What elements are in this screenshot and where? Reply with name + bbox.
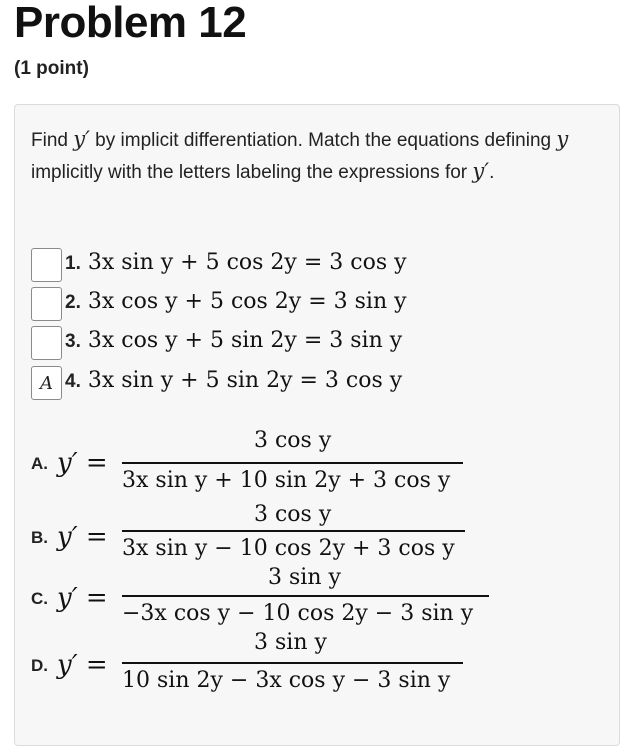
instr-part2: by implicit differentiation. Match the equations defining [95,130,552,151]
fraction-bar [122,530,465,532]
page-title: Problem 12 [14,0,247,47]
equation-number: 4. [65,371,81,392]
option-numerator: 3 sin y [268,565,341,590]
equation-1 [65,250,407,275]
answer-input-4[interactable]: A [31,366,62,400]
equation-expression: 3x cos y + 5 cos 2y = 3 sin y [87,289,407,314]
option-numerator: 3 cos y [254,428,332,453]
equation-number: 3. [65,331,81,352]
option-denominator: 10 sin 2y − 3x cos y − 3 sin y [122,668,451,693]
equation-2 [65,289,407,314]
instr-part4: . [489,162,495,183]
option-lhs: y′ = [57,583,108,613]
option-lhs: y′ = [57,650,108,680]
equation-expression: 3x sin y + 5 sin 2y = 3 cos y [87,368,403,393]
equation-3 [65,328,402,353]
answer-input-2[interactable] [31,287,62,321]
instr-y: y [556,127,569,151]
equation-expression: 3x cos y + 5 sin 2y = 3 sin y [87,328,403,353]
option-numerator: 3 sin y [254,630,327,655]
answer-input-1[interactable] [31,248,62,282]
option-lhs: y′ = [57,522,108,552]
equation-number: 1. [65,253,81,274]
option-numerator: 3 cos y [254,502,332,527]
option-letter: C. [31,589,48,608]
option-denominator: 3x sin y − 10 cos 2y + 3 cos y [122,536,455,561]
equation-number: 2. [65,292,81,313]
point-value: (1 point) [14,58,89,79]
instr-yprime: y′ [73,127,90,151]
equation-expression: 3x sin y + 5 cos 2y = 3 cos y [87,250,407,275]
equation-4 [65,368,402,393]
option-letter: B. [31,528,48,547]
instr-yprime2: y′ [472,159,490,183]
instructions-text [31,124,601,188]
answer-input-3[interactable] [31,326,62,360]
option-denominator: −3x cos y − 10 cos 2y − 3 sin y [122,601,474,626]
fraction-bar [122,662,463,664]
fraction-bar [122,462,463,464]
instr-part3: implicitly with the letters labeling the expressions for [31,162,468,183]
option-letter: D. [31,656,48,675]
option-denominator: 3x sin y + 10 sin 2y + 3 cos y [122,468,451,493]
option-letter: A. [31,454,48,473]
fraction-bar [122,595,489,597]
instr-part1: Find [31,130,68,151]
option-lhs: y′ = [57,448,108,478]
